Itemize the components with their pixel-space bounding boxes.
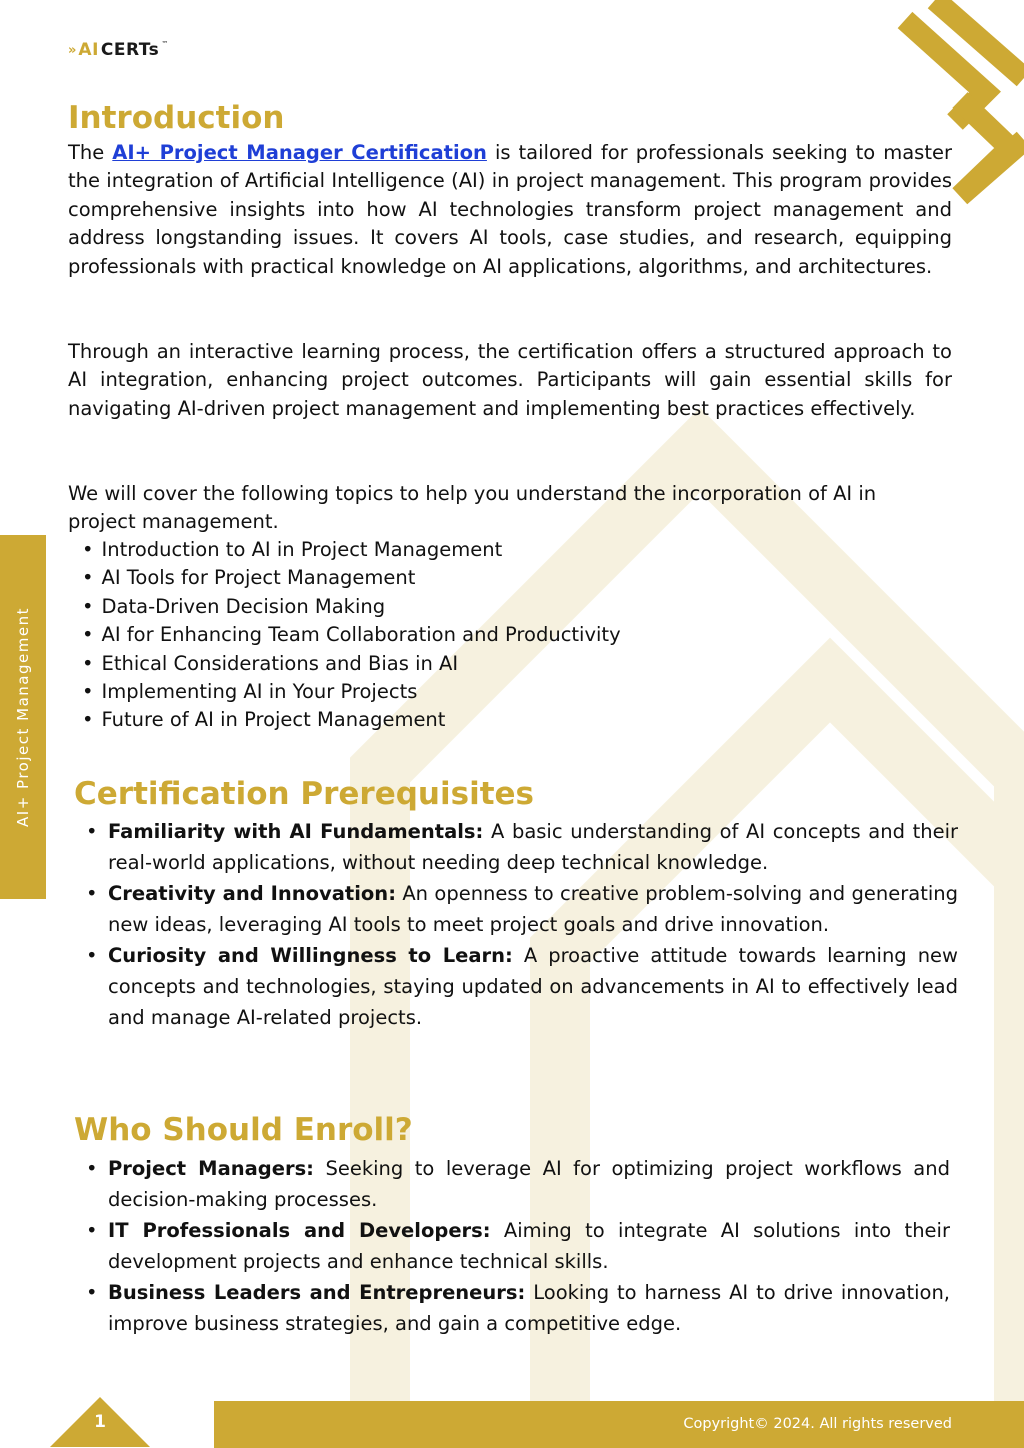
intro-p1-lead: The bbox=[68, 141, 113, 164]
logo-certs-text: CERTs bbox=[100, 40, 160, 60]
copyright-text: Copyright© 2024. All rights reserved bbox=[683, 1416, 952, 1432]
logo-arrow-icon: » bbox=[68, 42, 77, 58]
prereq-label: Familiarity with AI Fundamentals: bbox=[108, 820, 484, 843]
list-item bbox=[86, 816, 958, 878]
list-item: • Introduction to AI in Project Management bbox=[82, 536, 621, 564]
intro-heading: Introduction bbox=[68, 100, 285, 136]
list-item bbox=[86, 1215, 950, 1277]
list-item: • AI for Enhancing Team Collaboration and Productivity bbox=[82, 621, 621, 649]
enroll-text: Looking to harness AI to drive innovation, improve business strategies, and gain a competitive edge. bbox=[108, 1281, 950, 1335]
prereq-label: Curiosity and Willingness to Learn: bbox=[108, 944, 513, 967]
enroll-text: Seeking to leverage AI for optimizing project workflows and decision-making processes. bbox=[108, 1157, 950, 1211]
list-item bbox=[86, 1153, 950, 1215]
list-item: • Data-Driven Decision Making bbox=[82, 593, 621, 621]
prereq-list bbox=[86, 816, 958, 1033]
topics-list bbox=[82, 536, 621, 735]
enroll-text: Aiming to integrate AI solutions into their development projects and enhance technical skills. bbox=[108, 1219, 950, 1273]
aicerts-logo bbox=[68, 40, 168, 60]
list-item bbox=[86, 940, 958, 1033]
enroll-list bbox=[86, 1153, 950, 1339]
enroll-label: Business Leaders and Entrepreneurs: bbox=[108, 1281, 526, 1304]
side-tab-label: AI+ Project Management bbox=[14, 607, 32, 827]
list-item: • AI Tools for Project Management bbox=[82, 564, 621, 592]
enroll-label: IT Professionals and Developers: bbox=[108, 1219, 491, 1242]
logo-ai-text: AI bbox=[78, 40, 99, 60]
list-item: • Implementing AI in Your Projects bbox=[82, 678, 621, 706]
intro-paragraph-3: We will cover the following topics to help you understand the incorporation of AI in project management. bbox=[68, 482, 877, 534]
prereq-label: Creativity and Innovation: bbox=[108, 882, 396, 905]
side-tab bbox=[0, 535, 46, 899]
page-number: 1 bbox=[94, 1412, 106, 1432]
list-item: • Future of AI in Project Management bbox=[82, 706, 621, 734]
intro-paragraph-1 bbox=[68, 139, 952, 281]
prereq-heading: Certification Prerequisites bbox=[74, 776, 534, 812]
prereq-text: A proactive attitude towards learning new concepts and technologies, staying updated on advancements in AI to effectively lead and manage AI-related projects. bbox=[108, 944, 959, 1029]
intro-p1-rest: is tailored for professionals seeking to master the integration of Artificial Intelligence (AI) in project management. This program provides comprehensive insights into how AI technologies transform project management and address longstanding issues. It covers AI tools, case studies, and research, equipping professionals with practical knowledge on AI applications, algorithms, and architectures. bbox=[68, 141, 953, 278]
intro-paragraph-2: Through an interactive learning process, the certification offers a structured approach to AI integration, enhancing project outcomes. Participants will gain essential skills for navigating AI-driven project management and implementing best practices effectively. bbox=[68, 340, 952, 420]
enroll-heading: Who Should Enroll? bbox=[74, 1112, 413, 1148]
prereq-text: A basic understanding of AI concepts and their real-world applications, without needing deep technical knowledge. bbox=[108, 820, 959, 874]
list-item: • Ethical Considerations and Bias in AI bbox=[82, 650, 621, 678]
list-item bbox=[86, 1277, 950, 1339]
list-item bbox=[86, 878, 958, 940]
footer-bar bbox=[214, 1401, 1024, 1448]
prereq-text: An openness to creative problem-solving and generating new ideas, leveraging AI tools to meet project goals and drive innovation. bbox=[108, 882, 959, 936]
enroll-label: Project Managers: bbox=[108, 1157, 314, 1180]
certification-link[interactable]: AI+ Project Manager Certification bbox=[112, 141, 487, 164]
logo-trademark: ™ bbox=[161, 40, 169, 48]
